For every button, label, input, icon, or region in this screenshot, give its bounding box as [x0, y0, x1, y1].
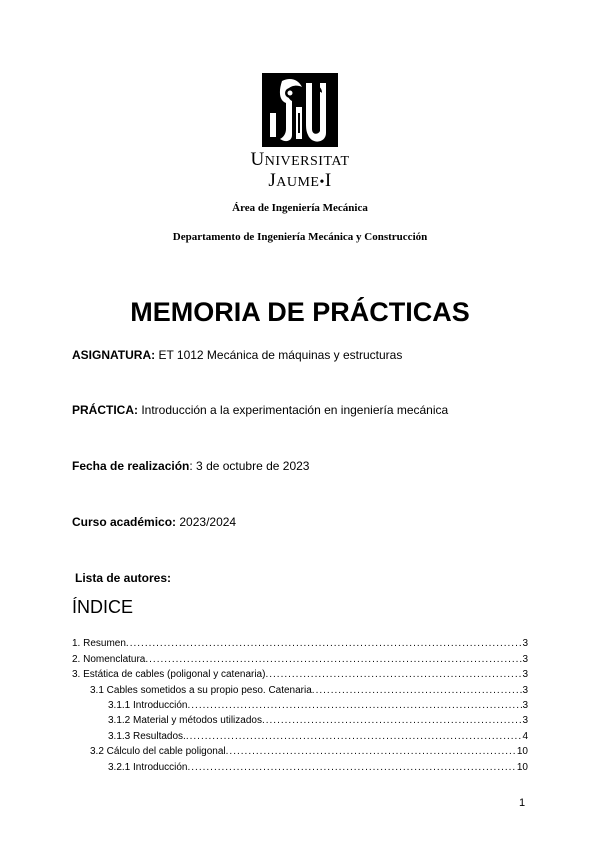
- table-of-contents: [72, 634, 528, 773]
- field-curso: [72, 515, 236, 529]
- index-title: ÍNDICE: [72, 597, 134, 617]
- page-number: 1: [519, 797, 526, 809]
- toc-leader: [312, 685, 523, 696]
- university-name: [230, 150, 370, 192]
- field-value: 2023/2024: [176, 515, 237, 529]
- toc-entry[interactable]: 3.1.1 Introducción ..... 3: [72, 696, 528, 711]
- toc-leader: [188, 762, 517, 773]
- field-label: Curso académico:: [72, 515, 177, 529]
- toc-entry[interactable]: 3.2 Cálculo del cable poligonal ..... 10: [72, 742, 528, 757]
- university-name-line1: UNIVERSITAT: [250, 149, 350, 170]
- field-value: : 3 de octubre de 2023: [189, 459, 310, 473]
- authors-label: Lista de autores:: [75, 571, 172, 585]
- toc-leader: [262, 715, 522, 726]
- area-heading: Área de Ingeniería Mecánica: [232, 202, 368, 214]
- toc-entry[interactable]: 3. Estática de cables (poligonal y catenaria) ..... 3: [72, 665, 528, 680]
- toc-entry[interactable]: 3.1.3 Resultados. ..... 4: [72, 726, 528, 741]
- field-value: Introducción a la experimentación en ingeniería mecánica: [138, 403, 449, 417]
- university-logo: [262, 73, 338, 147]
- field-asignatura: [72, 348, 402, 362]
- university-name-line2: JAUME•I: [268, 170, 332, 191]
- department-heading: Departamento de Ingeniería Mecánica y Construcción: [172, 231, 428, 243]
- toc-entry[interactable]: 3.2.1 Introducción ..... 10: [72, 757, 528, 772]
- toc-leader: [226, 746, 517, 757]
- field-value: ET 1012 Mecánica de máquinas y estructuras: [155, 348, 403, 362]
- universitat-jaume-i-logo-icon: [262, 73, 338, 147]
- toc-entry[interactable]: 1. Resumen ..... 3: [72, 634, 528, 649]
- page-title: MEMORIA DE PRÁCTICAS: [130, 297, 470, 327]
- toc-entry[interactable]: 2. Nomenclatura ..... 3: [72, 649, 528, 664]
- field-label: ASIGNATURA:: [72, 348, 156, 362]
- toc-leader: [186, 731, 523, 742]
- toc-entry[interactable]: 3.1.2 Material y métodos utilizados ..... 3: [72, 711, 528, 726]
- toc-leader: [188, 700, 523, 711]
- field-label: Fecha de realización: [72, 459, 190, 473]
- toc-leader: [145, 654, 522, 665]
- field-practica: [72, 403, 448, 417]
- toc-leader: [126, 638, 523, 649]
- field-fecha: [72, 459, 309, 473]
- toc-leader: [265, 669, 522, 680]
- field-label: PRÁCTICA:: [72, 403, 138, 417]
- toc-entry[interactable]: 3.1 Cables sometidos a su propio peso. Catenaria ..... 3: [72, 680, 528, 695]
